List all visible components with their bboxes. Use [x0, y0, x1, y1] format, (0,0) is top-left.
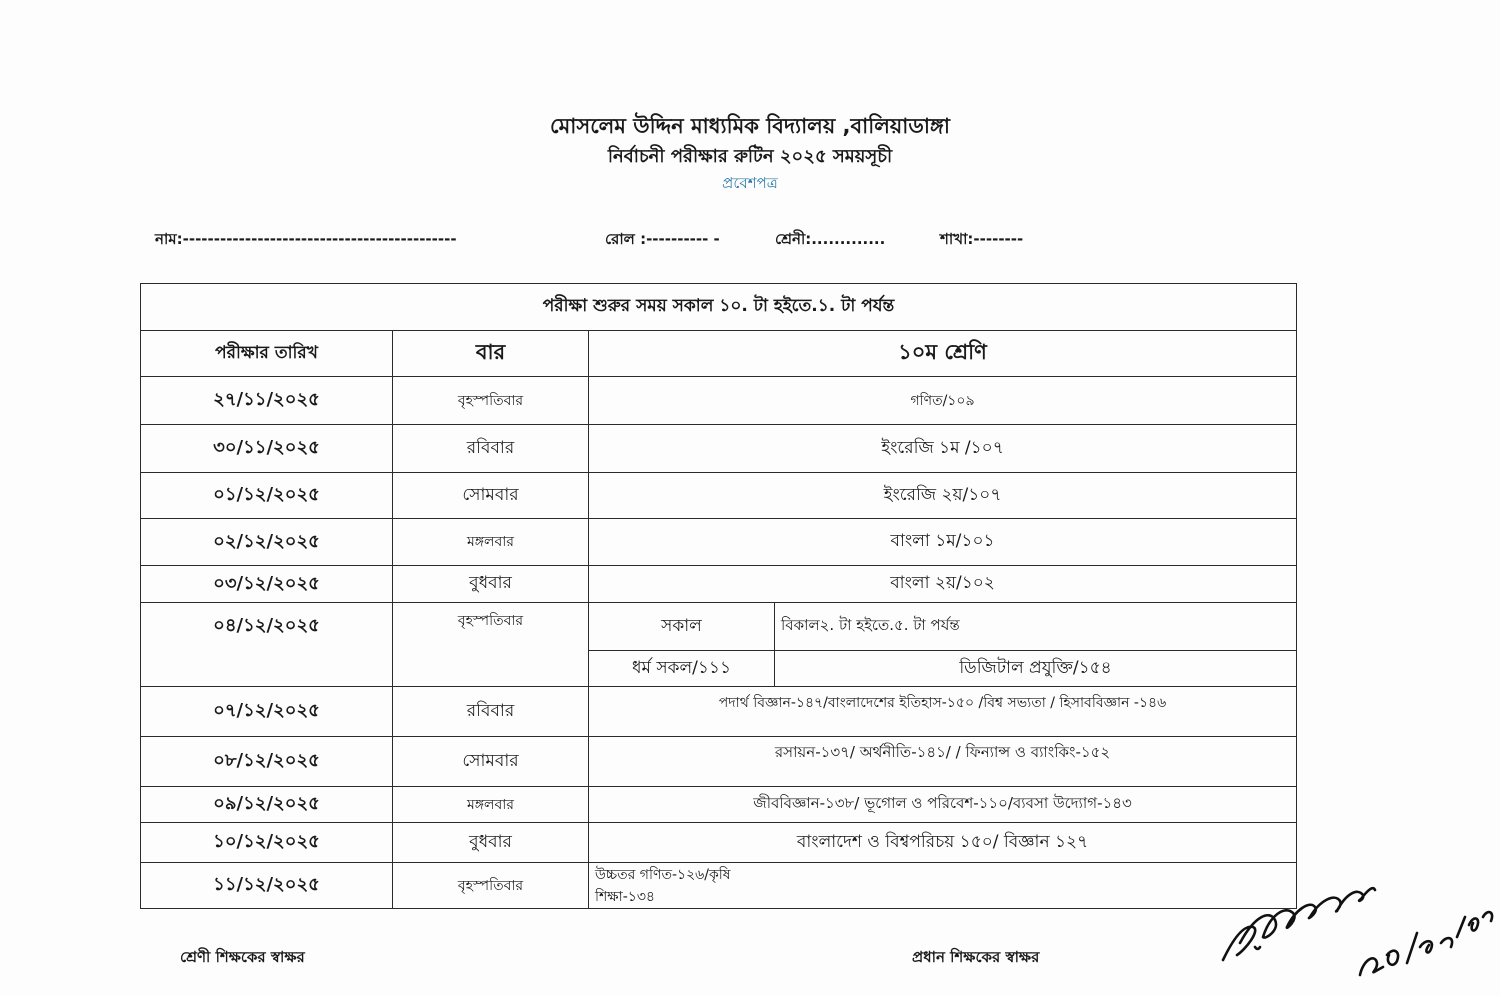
table-row-split — [141, 603, 1297, 651]
row-day: সোমবার — [393, 473, 589, 519]
row-subject: গণিত/১০৯ — [589, 377, 1297, 425]
row-subject: ইংরেজি ২য়/১০৭ — [589, 473, 1297, 519]
row-subject: জীববিজ্ঞান-১৩৮/ ভূগোল ও পরিবেশ-১১০/ব্যবসা উদ্যোগ-১৪৩ — [589, 787, 1297, 823]
header-date: পরীক্ষার তারিখ — [141, 331, 393, 377]
row-subject: পদার্থ বিজ্ঞান-১৪৭/বাংলাদেশের ইতিহাস-১৫০ /বিশ্ব সভ্যতা / হিসাববিজ্ঞান -১৪৬ — [589, 687, 1297, 737]
row-date: ০৩/১২/২০২৫ — [141, 566, 393, 603]
head-teacher-signature-label: প্রধান শিক্ষকের স্বাক্ষর — [912, 948, 1040, 966]
row-date: ০৪/১২/২০২৫ — [141, 603, 393, 687]
routine-title: নির্বাচনী পরীক্ষার রুটিন ২০২৫ সময়সূচী — [607, 146, 893, 167]
table-row — [141, 823, 1297, 863]
row-date: ০৭/১২/২০২৫ — [141, 687, 393, 737]
row-day: রবিবার — [393, 425, 589, 473]
header-day: বার — [393, 331, 589, 377]
row-subject-line2: শিক্ষা-১৩৪ — [595, 888, 656, 905]
admit-card-label: প্রবেশপত্র — [722, 174, 778, 192]
afternoon-label: বিকাল২. টা হইতে.৫. টা পর্যন্ত — [775, 603, 1297, 651]
table-row — [141, 863, 1297, 909]
row-date: ১১/১২/২০২৫ — [141, 863, 393, 909]
row-day: মঙ্গলবার — [393, 519, 589, 566]
row-subject: ইংরেজি ১ম /১০৭ — [589, 425, 1297, 473]
row-subject-line1: উচ্চতর গণিত-১২৬/কৃষি — [595, 866, 731, 883]
row-day: বৃহস্পতিবার — [393, 603, 589, 687]
row-subject: বাংলা ২য়/১০২ — [589, 566, 1297, 603]
school-name: মোসলেম উদ্দিন মাধ্যমিক বিদ্যালয় ,বালিয়াডাঙ্গা — [550, 114, 950, 138]
table-row — [141, 687, 1297, 737]
table-row — [141, 737, 1297, 787]
row-date: ৩০/১১/২০২৫ — [141, 425, 393, 473]
row-date: ১০/১২/২০২৫ — [141, 823, 393, 863]
table-row — [141, 566, 1297, 603]
row-subject — [589, 863, 1297, 909]
handwritten-signature — [1215, 855, 1500, 980]
table-row — [141, 473, 1297, 519]
header-class: ১০ম শ্রেণি — [589, 331, 1297, 377]
morning-label: সকাল — [589, 603, 775, 651]
row-day: বৃহস্পতিবার — [393, 377, 589, 425]
table-row — [141, 787, 1297, 823]
exam-time-banner — [141, 284, 1297, 331]
row-day: সোমবার — [393, 737, 589, 787]
table-header-row — [141, 331, 1297, 377]
exam-time-text: পরীক্ষা শুরুর সময় সকাল ১০. টা হইতে.১. টা পর্যন্ত — [141, 284, 1297, 331]
row-date: ০১/১২/২০২৫ — [141, 473, 393, 519]
row-subject: বাংলা ১ম/১০১ — [589, 519, 1297, 566]
roll-field: রোল :---------- - — [605, 230, 720, 248]
row-date: ০৮/১২/২০২৫ — [141, 737, 393, 787]
name-field: নাম:-------------------------------------------- — [155, 230, 457, 248]
exam-routine-table — [140, 283, 1297, 909]
table-row — [141, 377, 1297, 425]
table-row — [141, 425, 1297, 473]
table-row — [141, 519, 1297, 566]
morning-subject: ধর্ম সকল/১১১ — [589, 651, 775, 687]
row-subject: বাংলাদেশ ও বিশ্বপরিচয় ১৫০/ বিজ্ঞান ১২৭ — [589, 823, 1297, 863]
row-day: রবিবার — [393, 687, 589, 737]
class-field: শ্রেনী:............. — [775, 230, 886, 248]
row-day: মঙ্গলবার — [393, 787, 589, 823]
row-date: ২৭/১১/২০২৫ — [141, 377, 393, 425]
row-date: ০৯/১২/২০২৫ — [141, 787, 393, 823]
branch-field: শাখা:-------- — [940, 230, 1024, 248]
row-day: বুধবার — [393, 566, 589, 603]
afternoon-subject: ডিজিটাল প্রযুক্তি/১৫৪ — [775, 651, 1297, 687]
row-day: বৃহস্পতিবার — [393, 863, 589, 909]
class-teacher-signature-label: শ্রেণী শিক্ষকের স্বাক্ষর — [180, 948, 305, 966]
row-subject: রসায়ন-১৩৭/ অর্থনীতি-১৪১/ / ফিন্যান্স ও ব্যাংকিং-১৫২ — [589, 737, 1297, 787]
row-day: বুধবার — [393, 823, 589, 863]
row-date: ০২/১২/২০২৫ — [141, 519, 393, 566]
